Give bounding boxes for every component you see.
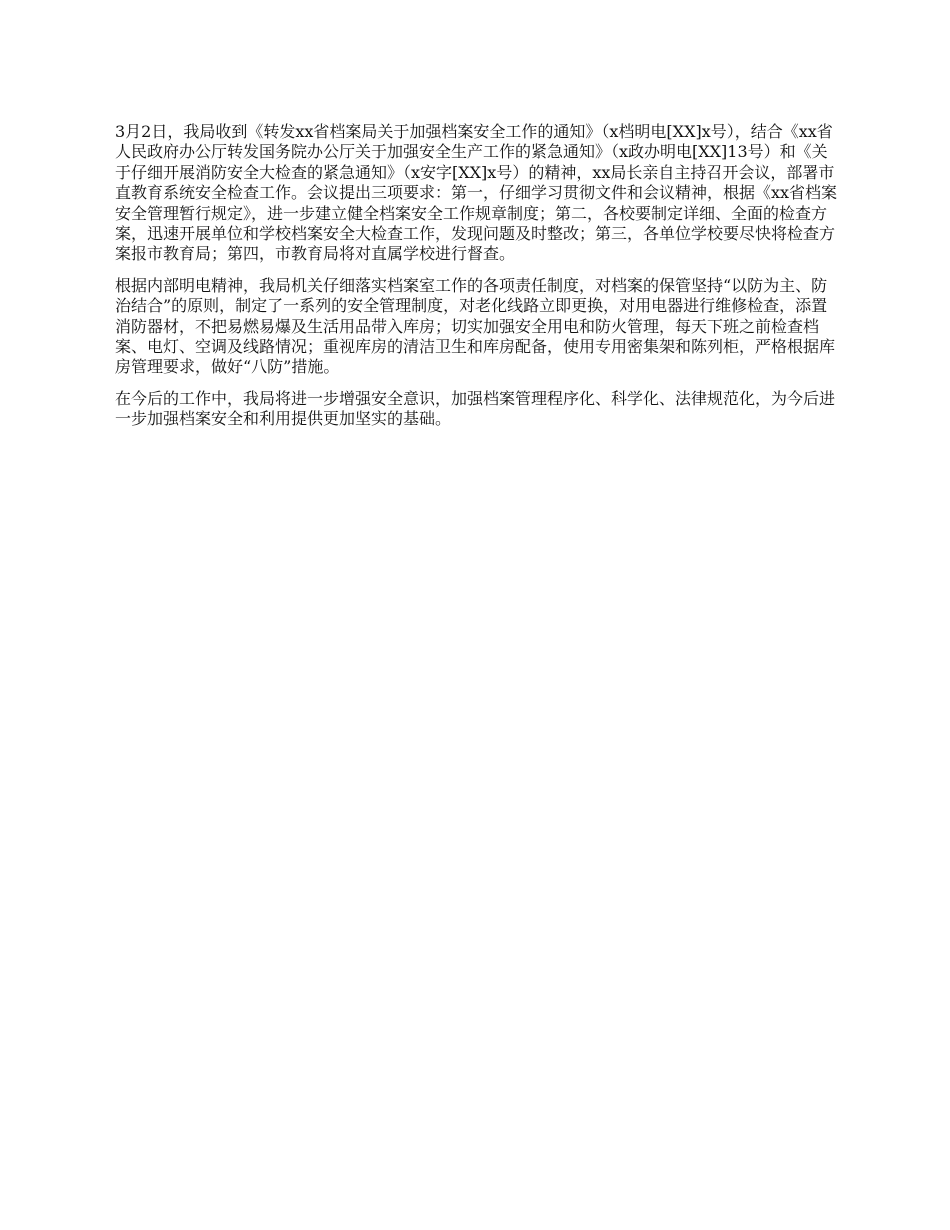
paragraph-1: 3月2日，我局收到《转发xx省档案局关于加强档案安全工作的通知》（x档明电[XX]x号），结合《xx省人民政府办公厅转发国务院办公厅关于加强安全生产工作的紧急通知》（x政办明电[XX]13号）和《关于仔细开展消防安全大检查的紧急通知》（x安字[XX]x号）的精神，xx局长亲自主持召开会议，部署市直教育系统安全检查工作。会议提出三项要求：第一，仔细学习贯彻文件和会议精神，根据《xx省档案安全管理暂行规定》，进一步建立健全档案安全工作规章制度；第二，各校要制定详细、全面的检查方案，迅速开展单位和学校档案安全大检查工作，发现问题及时整改；第三，各单位学校要尽快将检查方案报市教育局；第四，市教育局将对直属学校进行督查。 [115, 122, 838, 264]
paragraph-2: 根据内部明电精神，我局机关仔细落实档案室工作的各项责任制度，对档案的保管坚持“以防为主、防治结合”的原则，制定了一系列的安全管理制度，对老化线路立即更换，对用电器进行维修检查，添置消防器材，不把易燃易爆及生活用品带入库房；切实加强安全用电和防火管理，每天下班之前检查档案、电灯、空调及线路情况；重视库房的清洁卫生和库房配备，使用专用密集架和陈列柜，严格根据库房管理要求，做好“八防”措施。 [115, 275, 836, 377]
paragraph-3: 在今后的工作中，我局将进一步增强安全意识，加强档案管理程序化、科学化、法律规范化，为今后进一步加强档案安全和利用提供更加坚实的基础。 [115, 388, 836, 429]
document-body [115, 122, 840, 441]
